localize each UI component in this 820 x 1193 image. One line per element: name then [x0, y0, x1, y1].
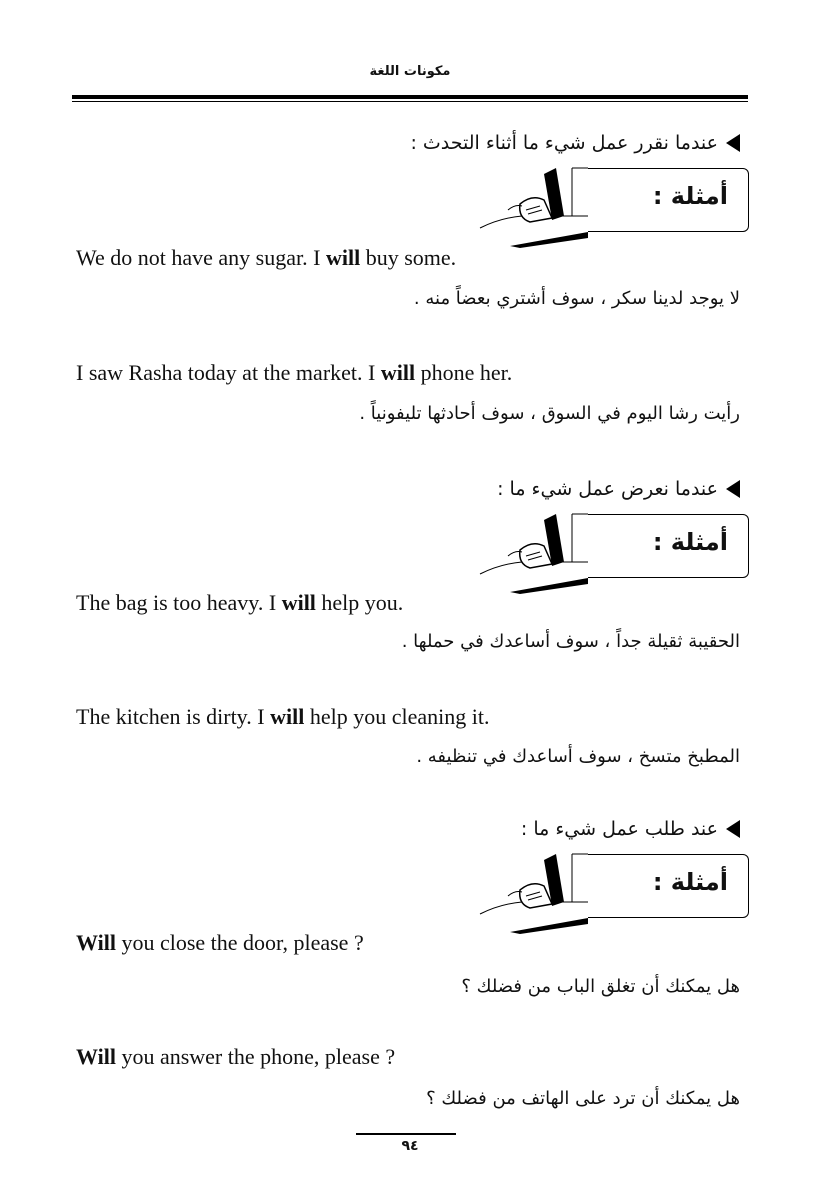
section-heading-text: عندما نعرض عمل شيء ما : — [497, 478, 718, 500]
examples-box — [588, 168, 749, 232]
section-heading-text: عندما نقرر عمل شيء ما أثناء التحدث : — [410, 132, 718, 154]
examples-label: أمثلة : — [652, 528, 728, 556]
arabic-translation: هل يمكنك أن تغلق الباب من فضلك ؟ — [461, 976, 740, 997]
page-number: ٩٤ — [401, 1138, 419, 1154]
english-sentence: The bag is too heavy. I will help you. — [76, 590, 404, 615]
english-sentence: Will you answer the phone, please ? — [76, 1044, 396, 1069]
examples-box — [588, 514, 749, 578]
section-heading-3 — [521, 818, 740, 840]
examples-callout-2 — [460, 506, 750, 596]
section-heading-1 — [410, 132, 740, 154]
pointing-hand-icon — [460, 846, 600, 936]
triangle-bullet-icon — [726, 134, 740, 152]
examples-box — [588, 854, 749, 918]
english-sentence: Will you close the door, please ? — [76, 930, 364, 955]
header-rule-thick — [72, 95, 748, 99]
pointing-hand-icon — [460, 160, 600, 250]
triangle-bullet-icon — [726, 480, 740, 498]
header-rule-thin — [72, 101, 748, 102]
section-heading-text: عند طلب عمل شيء ما : — [520, 818, 718, 840]
english-sentence: The kitchen is dirty. I will help you cleaning it. — [76, 704, 490, 729]
pointing-hand-icon — [460, 506, 600, 596]
examples-label: أمثلة : — [652, 182, 728, 210]
running-header: مكونات اللغة — [369, 64, 451, 79]
arabic-translation: هل يمكنك أن ترد على الهاتف من فضلك ؟ — [426, 1088, 740, 1109]
arabic-translation: لا يوجد لدينا سكر ، سوف أشتري بعضاً منه . — [413, 288, 740, 309]
arabic-translation: رأيت رشا اليوم في السوق ، سوف أحادثها تليفونياً . — [359, 403, 740, 424]
english-sentence: I saw Rasha today at the market. I will phone her. — [76, 360, 513, 385]
triangle-bullet-icon — [726, 820, 740, 838]
examples-label: أمثلة : — [652, 868, 728, 896]
page-number-rule — [356, 1133, 456, 1135]
section-heading-2 — [497, 478, 740, 500]
arabic-translation: الحقيبة ثقيلة جداً ، سوف أساعدك في حملها . — [401, 631, 740, 652]
arabic-translation: المطبخ متسخ ، سوف أساعدك في تنظيفه . — [416, 746, 740, 767]
examples-callout-1 — [460, 160, 750, 250]
english-sentence: We do not have any sugar. I will buy some. — [76, 245, 457, 270]
examples-callout-3 — [460, 846, 750, 936]
